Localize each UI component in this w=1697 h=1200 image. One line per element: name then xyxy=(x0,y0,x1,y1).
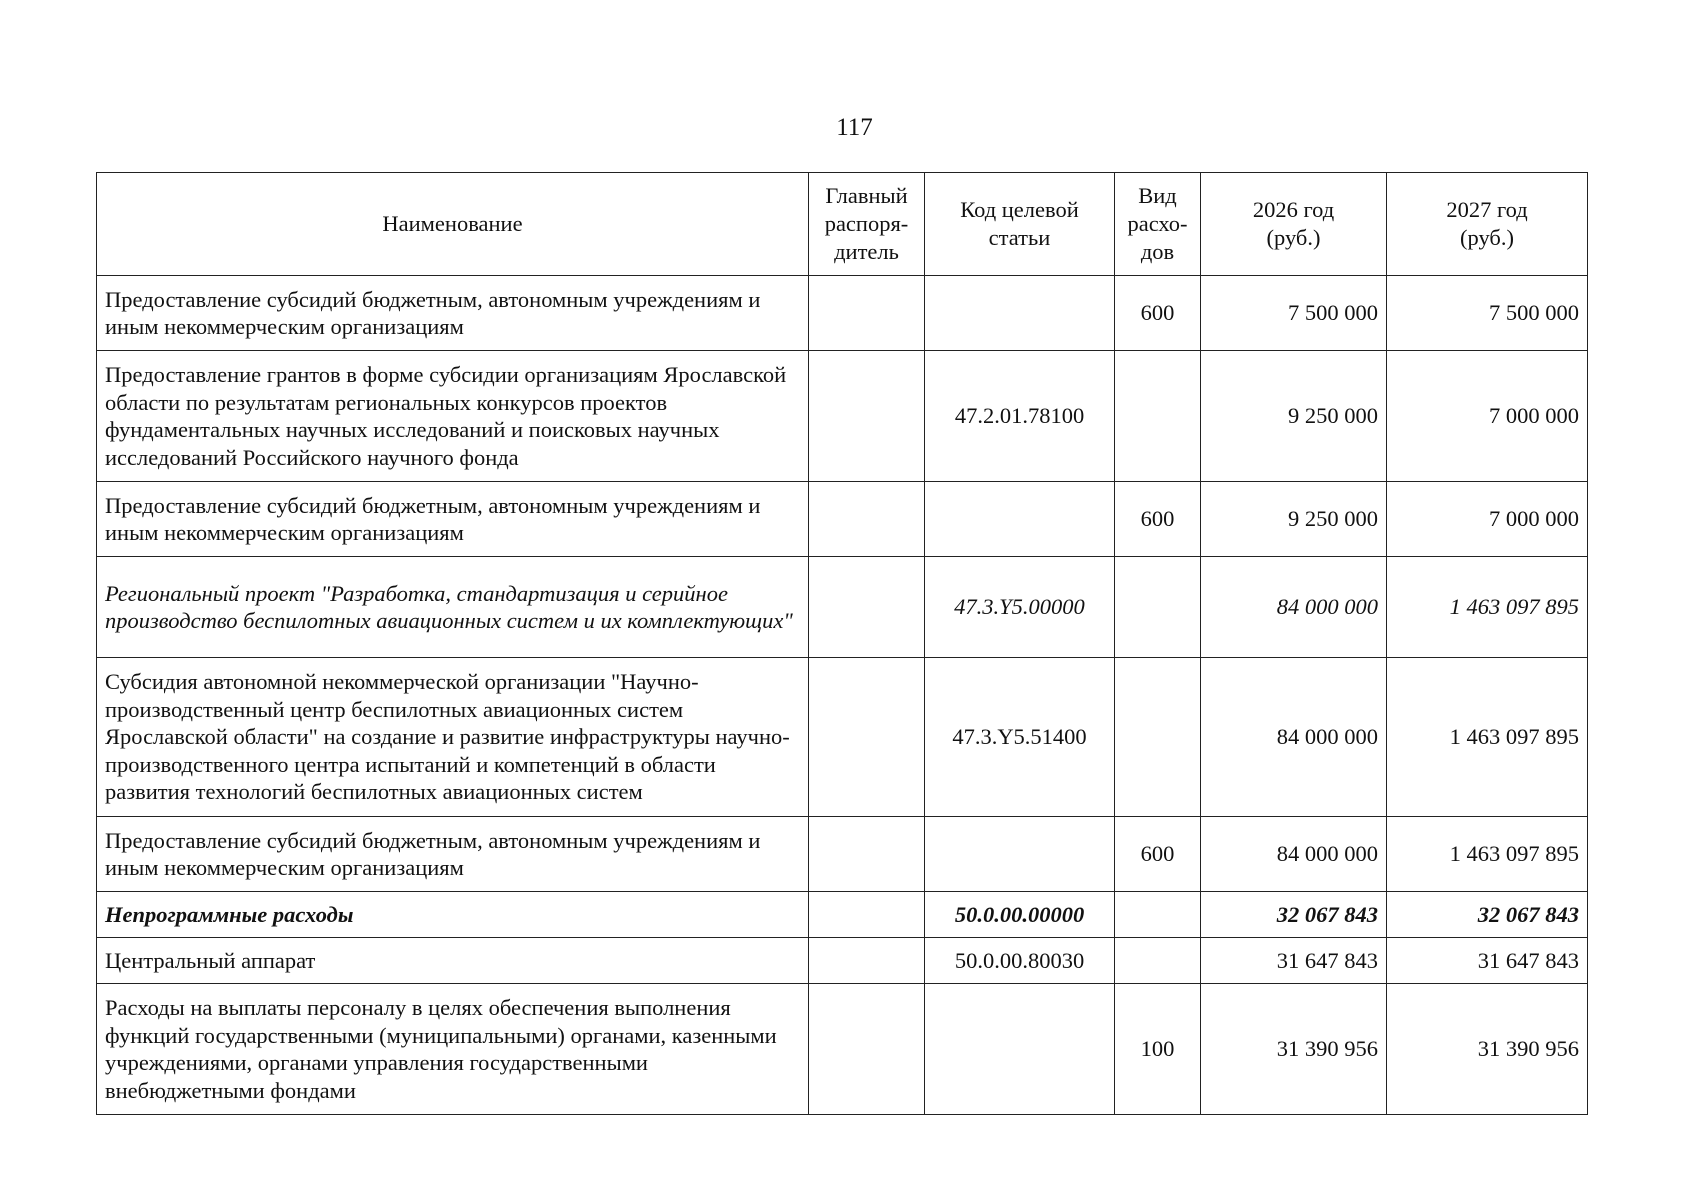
row-2026: 32 067 843 xyxy=(1201,892,1387,938)
table-row xyxy=(97,557,1588,658)
row-code: 50.0.00.00000 xyxy=(925,892,1115,938)
row-2026: 9 250 000 xyxy=(1201,482,1387,557)
row-code: 47.3.Y5.00000 xyxy=(925,557,1115,658)
header-type: Вид расхо- дов xyxy=(1115,173,1201,276)
row-manager xyxy=(809,482,925,557)
row-code xyxy=(925,817,1115,892)
row-name: Предоставление грантов в форме субсидии организациям Ярославской области по результатам региональных конкурсов проектов фундаментальных научных исследований и поисковых научных исследований Российского научного фонда xyxy=(97,351,809,482)
table-row xyxy=(97,817,1588,892)
table-header-row xyxy=(97,173,1588,276)
row-2026: 31 390 956 xyxy=(1201,984,1387,1115)
row-type xyxy=(1115,892,1201,938)
row-2027: 31 647 843 xyxy=(1387,938,1588,984)
row-code xyxy=(925,276,1115,351)
header-code: Код целевой статьи xyxy=(925,173,1115,276)
header-manager: Главный распоря- дитель xyxy=(809,173,925,276)
table-row xyxy=(97,984,1588,1115)
row-2026: 84 000 000 xyxy=(1201,658,1387,817)
row-2027: 1 463 097 895 xyxy=(1387,658,1588,817)
row-manager xyxy=(809,817,925,892)
row-name: Непрограммные расходы xyxy=(97,892,809,938)
row-code: 47.2.01.78100 xyxy=(925,351,1115,482)
row-2026: 31 647 843 xyxy=(1201,938,1387,984)
row-code xyxy=(925,482,1115,557)
row-2027: 31 390 956 xyxy=(1387,984,1588,1115)
row-type xyxy=(1115,351,1201,482)
row-manager xyxy=(809,658,925,817)
row-code: 50.0.00.80030 xyxy=(925,938,1115,984)
row-2027: 32 067 843 xyxy=(1387,892,1588,938)
row-manager xyxy=(809,351,925,482)
header-name: Наименование xyxy=(97,173,809,276)
table-row xyxy=(97,892,1588,938)
row-2027: 7 500 000 xyxy=(1387,276,1588,351)
row-type: 600 xyxy=(1115,817,1201,892)
row-type: 600 xyxy=(1115,276,1201,351)
row-2027: 1 463 097 895 xyxy=(1387,557,1588,658)
row-2027: 7 000 000 xyxy=(1387,351,1588,482)
row-type: 600 xyxy=(1115,482,1201,557)
row-name: Предоставление субсидий бюджетным, автономным учреждениям и иным некоммерческим организациям xyxy=(97,276,809,351)
row-2026: 9 250 000 xyxy=(1201,351,1387,482)
row-2027: 1 463 097 895 xyxy=(1387,817,1588,892)
row-type xyxy=(1115,658,1201,817)
row-manager xyxy=(809,276,925,351)
table-row xyxy=(97,276,1588,351)
table-row xyxy=(97,482,1588,557)
row-type: 100 xyxy=(1115,984,1201,1115)
row-code: 47.3.Y5.51400 xyxy=(925,658,1115,817)
row-manager xyxy=(809,984,925,1115)
table-row xyxy=(97,938,1588,984)
row-name: Субсидия автономной некоммерческой организации "Научно-производственный центр беспилотных авиационных систем Ярославской области" на создание и развитие инфраструктуры научно-производственного центра испытаний и компетенций в области развития технологий беспилотных авиационных систем xyxy=(97,658,809,817)
row-name: Предоставление субсидий бюджетным, автономным учреждениям и иным некоммерческим организациям xyxy=(97,482,809,557)
table-row xyxy=(97,658,1588,817)
row-2027: 7 000 000 xyxy=(1387,482,1588,557)
table-row xyxy=(97,351,1588,482)
page-number xyxy=(0,114,1697,142)
row-name: Региональный проект "Разработка, стандартизация и серийное производство беспилотных авиационных систем и их комплектующих" xyxy=(97,557,809,658)
row-2026: 84 000 000 xyxy=(1201,557,1387,658)
budget-table xyxy=(96,172,1588,1115)
row-type xyxy=(1115,557,1201,658)
row-name: Расходы на выплаты персоналу в целях обеспечения выполнения функций государственными (муниципальными) органами, казенными учреждениями, органами управления государственными внебюджетными фондами xyxy=(97,984,809,1115)
row-type xyxy=(1115,938,1201,984)
row-code xyxy=(925,984,1115,1115)
row-name: Центральный аппарат xyxy=(97,938,809,984)
row-manager xyxy=(809,557,925,658)
row-2026: 7 500 000 xyxy=(1201,276,1387,351)
row-name: Предоставление субсидий бюджетным, автономным учреждениям и иным некоммерческим организациям xyxy=(97,817,809,892)
row-manager xyxy=(809,938,925,984)
row-2026: 84 000 000 xyxy=(1201,817,1387,892)
header-2026: 2026 год (руб.) xyxy=(1201,173,1387,276)
header-2027: 2027 год (руб.) xyxy=(1387,173,1588,276)
row-manager xyxy=(809,892,925,938)
page-number-text: 117 xyxy=(836,114,873,141)
